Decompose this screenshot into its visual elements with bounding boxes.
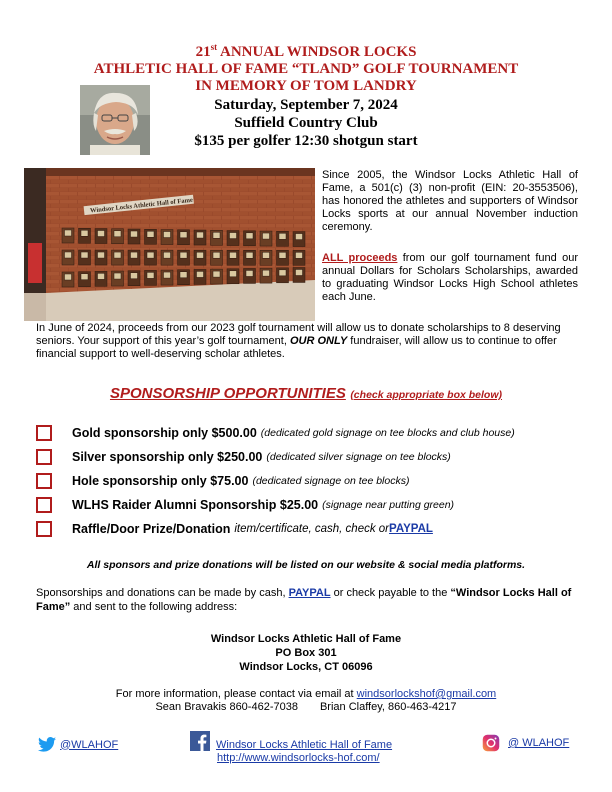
intro-paragraph-3: In June of 2024, proceeds from our 2023 golf tournament will allow us to donate scholarships to 8 deserving seniors. Your support of this year’s golf tournament, OUR ONLY fundraiser, will allow us to continue to offer financial support to well-deserving scholar athletes. <box>36 322 561 360</box>
payment-instructions: Sponsorships and donations can be made by cash, PAYPAL or check payable to the “Windsor Locks Hall of Fame” and sent to the following address: <box>36 587 572 613</box>
title-line-2: ATHLETIC HALL OF FAME “TLAND” GOLF TOURNAMENT <box>93 61 519 77</box>
twitter-block <box>38 737 118 752</box>
twitter-link[interactable]: @WLAHOF <box>60 738 119 751</box>
contact-person-2: Brian Claffey, 860-463-4217 <box>319 701 457 713</box>
mailing-address <box>0 632 612 674</box>
sponsorship-option-silver[interactable]: Silver sponsorship only $250.00 (dedicated silver signage on tee blocks) <box>36 448 596 466</box>
facebook-icon <box>190 731 210 751</box>
silver-checkbox[interactable] <box>36 449 52 465</box>
sponsorship-option-gold[interactable]: Gold sponsorship only $500.00 (dedicated gold signage on tee blocks and club house) <box>36 424 596 442</box>
event-venue: Suffield Country Club <box>234 115 378 131</box>
facebook-block <box>190 731 440 764</box>
twitter-icon <box>38 737 56 752</box>
sponsor-listing-note: All sponsors and prize donations will be listed on our website & social media platforms. <box>86 559 526 571</box>
event-date: Saturday, September 7, 2024 <box>214 97 398 113</box>
sponsorship-heading: SPONSORSHIP OPPORTUNITIES (check appropriate box below) <box>109 385 503 402</box>
contact-info: For more information, please contact via email at windsorlockshof@gmail.com Sean Bravakis 860-462-7038 Brian Claffey, 860-463-4217 <box>115 688 497 713</box>
instagram-icon <box>482 734 500 752</box>
title-line-1: 21st ANNUAL WINDSOR LOCKS <box>195 42 417 60</box>
sponsorship-option-hole[interactable]: Hole sponsorship only $75.00 (dedicated signage on tee blocks) <box>36 472 596 490</box>
wall-sign-text: Windsor Locks Athletic Hall of Fame <box>89 196 194 215</box>
sponsorship-option-alumni[interactable]: WLHS Raider Alumni Sponsorship $25.00 (signage near putting green) <box>36 496 596 514</box>
sponsorship-option-raffle[interactable]: Raffle/Door Prize/Donation item/certificate, cash, check or PAYPAL <box>36 520 596 538</box>
address-line-1: Windsor Locks Athletic Hall of Fame <box>210 633 402 645</box>
intro-paragraph-1: Since 2005, the Windsor Locks Athletic Hall of Fame, a 501(c) (3) non-profit (EIN: 20-3553506), has honored the athletes and supporters of Windsor Locks sports at our annual November induction ceremony. <box>322 169 578 233</box>
gold-checkbox[interactable] <box>36 425 52 441</box>
hall-of-fame-wall-photo <box>24 168 315 321</box>
hole-checkbox[interactable] <box>36 473 52 489</box>
website-link[interactable]: http://www.windsorlocks-hof.com/ <box>217 752 380 764</box>
instagram-link[interactable]: @ WLAHOF <box>508 737 570 749</box>
alumni-checkbox[interactable] <box>36 497 52 513</box>
raffle-checkbox[interactable] <box>36 521 52 537</box>
event-price: $135 per golfer 12:30 shotgun start <box>194 133 418 149</box>
all-proceeds-emphasis: ALL proceeds <box>322 252 398 264</box>
email-link[interactable]: windsorlockshof@gmail.com <box>356 688 497 700</box>
intro-paragraph-2: ALL proceeds from our golf tournament fund our annual Dollars for Scholars Scholarships, awarded to graduating Windsor Locks High School athletes each June. <box>322 252 578 303</box>
contact-person-1: Sean Bravakis 860-462-7038 <box>155 701 298 713</box>
title-line-3: IN MEMORY OF TOM LANDRY <box>195 78 417 94</box>
facebook-link[interactable]: Windsor Locks Athletic Hall of Fame <box>216 739 393 751</box>
address-line-2: PO Box 301 <box>275 647 337 659</box>
portrait-photo <box>80 85 150 155</box>
address-line-3: Windsor Locks, CT 06096 <box>239 661 373 673</box>
instagram-block <box>482 734 569 752</box>
raffle-paypal-link[interactable]: PAYPAL <box>389 523 433 535</box>
payee-name: “Windsor Locks Hall of Fame” <box>36 587 572 613</box>
paypal-link[interactable]: PAYPAL <box>288 587 331 599</box>
